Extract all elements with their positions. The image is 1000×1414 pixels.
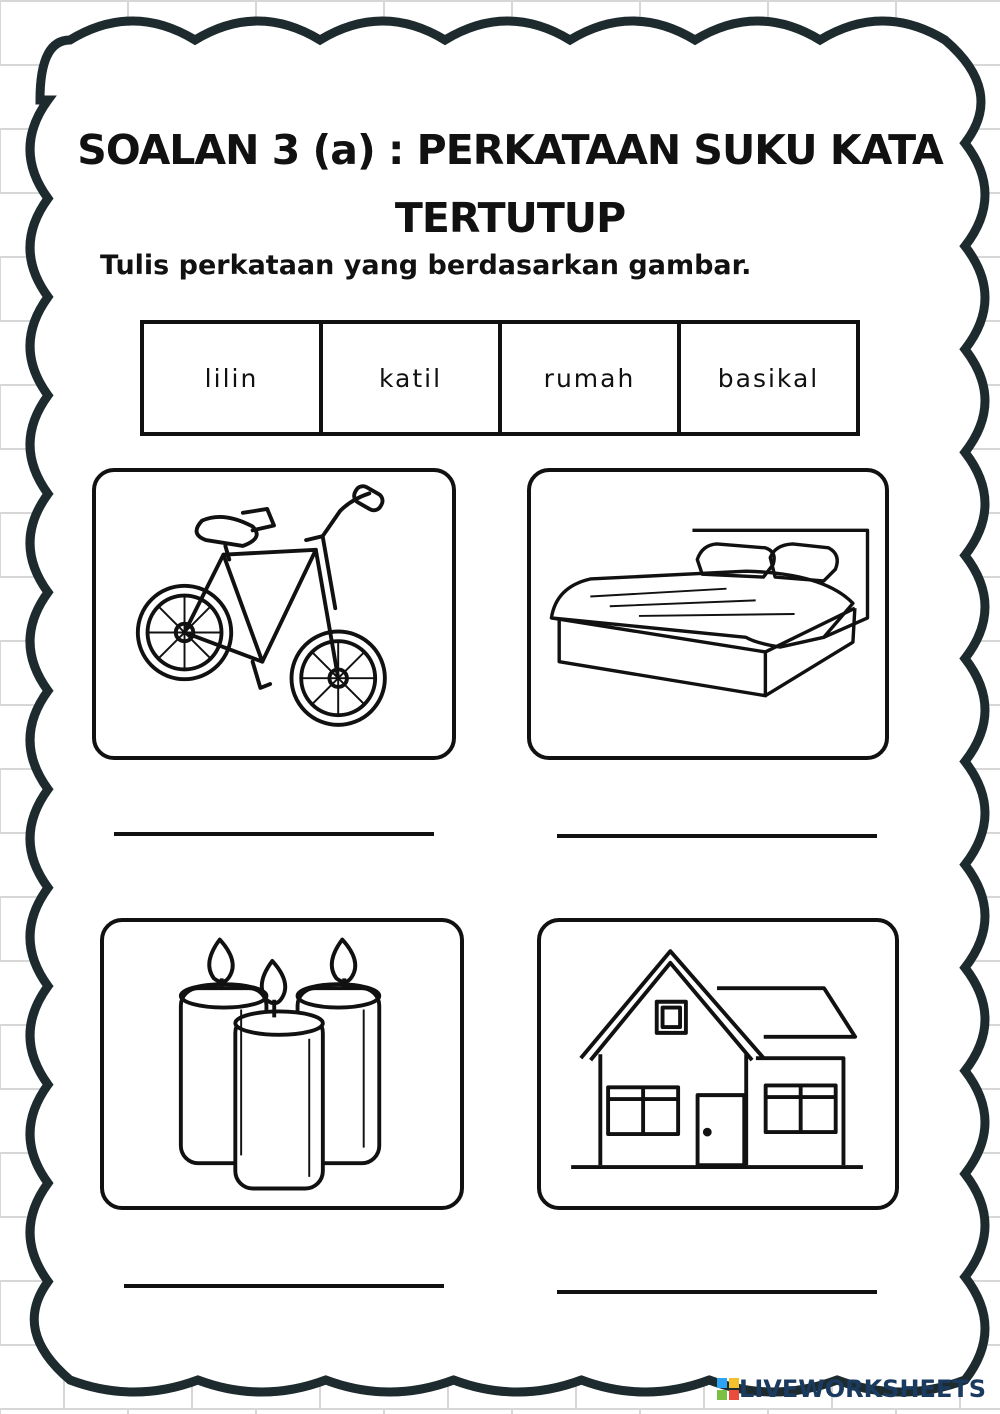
word-bank-item: katil	[323, 324, 502, 432]
picture-box-house	[537, 918, 899, 1210]
instruction-text: Tulis perkataan yang berdasarkan gambar.	[100, 250, 752, 281]
bed-icon	[531, 472, 885, 756]
liveworksheets-logo	[717, 1374, 986, 1404]
picture-box-bed	[527, 468, 889, 760]
page-title-line-1: SOALAN 3 (a) : PERKATAAN SUKU KATA	[77, 126, 943, 174]
liveworksheets-logo-icon	[717, 1378, 739, 1400]
picture-box-candles	[100, 918, 464, 1210]
word-bank	[140, 320, 860, 436]
word-bank-item: rumah	[502, 324, 681, 432]
picture-box-bicycle	[92, 468, 456, 760]
house-icon	[541, 922, 895, 1206]
bicycle-icon	[96, 472, 452, 756]
answer-line-house[interactable]	[557, 1290, 877, 1294]
candles-icon	[104, 922, 460, 1206]
page-title-line-2: TERTUTUP	[394, 194, 626, 242]
answer-line-candles[interactable]	[124, 1284, 444, 1288]
word-bank-item: lilin	[144, 324, 323, 432]
answer-line-bed[interactable]	[557, 834, 877, 838]
watermark-text: LIVEWORKSHEETS	[739, 1375, 986, 1403]
answer-line-bicycle[interactable]	[114, 832, 434, 836]
word-bank-item: basikal	[717, 363, 820, 393]
